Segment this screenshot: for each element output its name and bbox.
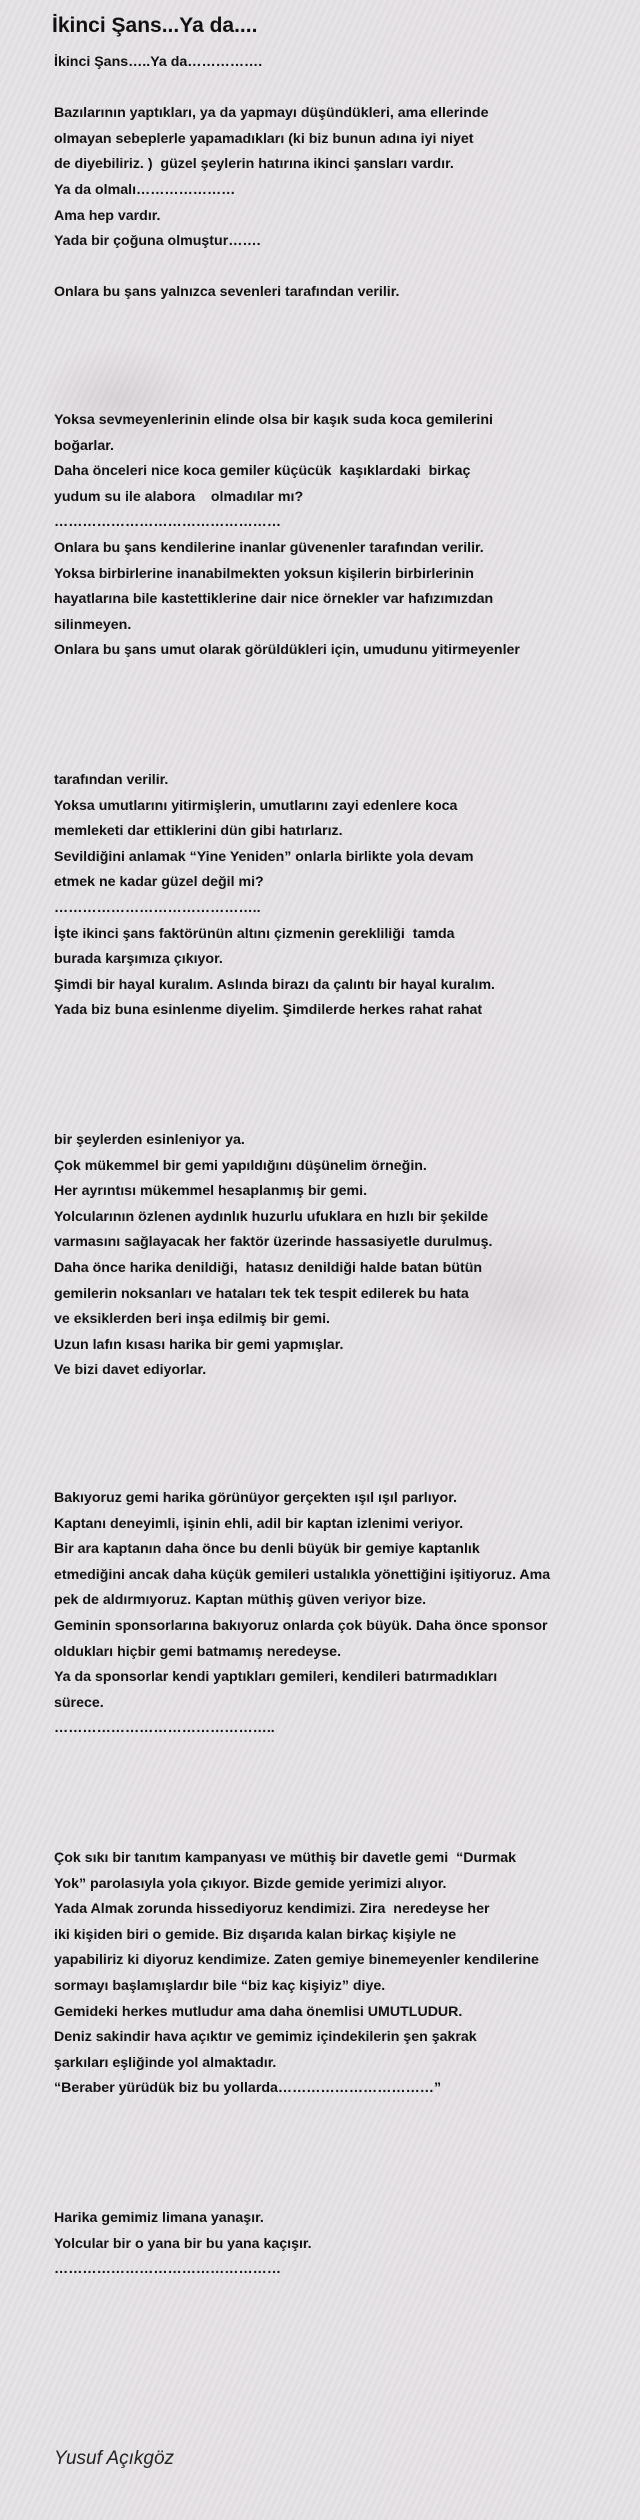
author-name: Yusuf Açıkgöz (54, 2448, 175, 2469)
poem-line: Çok mükemmel bir gemi yapıldığını düşünelim örneğin. (54, 1157, 427, 1174)
poem-stanza-2 (54, 408, 624, 664)
poem-line: ……………………………………….. (54, 1720, 275, 1737)
poem-stanza-4 (54, 1128, 624, 1384)
poem-line: tarafından verilir. (54, 772, 169, 788)
poem-line: Yoksa umutlarını yitirmişlerin, umutlarını zayi edenlere koca (54, 797, 458, 814)
poem-line: Ya da olmalı………………… (54, 181, 236, 198)
poem-line: etmediğini ancak daha küçük gemileri ustalıkla yönettiğini işitiyoruz. Ama (54, 1566, 551, 1583)
poem-line: burada karşımıza çıkıyor. (54, 951, 223, 968)
poem-line: hayatlarına bile kastettiklerine dair nice örnekler var hafızımızdan (54, 591, 494, 608)
poem-line: silinmeyen. (54, 616, 132, 633)
poem-stanza-5 (54, 1486, 624, 1742)
poem-line: …………………………………….. (54, 899, 261, 916)
poem-line: Onlara bu şans yalnızca sevenleri tarafından verilir. (54, 284, 400, 301)
poem-line (54, 255, 624, 281)
poem-line: Daha önce harika denildiği, hatasız denildiği halde batan bütün (54, 1259, 483, 1276)
poem-line: İşte ikinci şans faktörünün altını çizmenin gerekliliği tamda (54, 925, 455, 942)
poem-line: Harika gemimiz limana yanaşır. (54, 2210, 264, 2226)
poem-line: Yolcular bir o yana bir bu yana kaçışır. (54, 2235, 312, 2252)
poem-line: Ama hep vardır. (54, 207, 161, 224)
poem-line: varmasını sağlayacak her faktör üzerinde hassasiyetle durulmuş. (54, 1234, 493, 1251)
poem-line: memleketi dar ettiklerini dün gibi hatırlarız. (54, 823, 343, 840)
poem-line: Onlara bu şans kendilerine inanlar güvenenler tarafından verilir. (54, 539, 484, 556)
poem-line: Deniz sakindir hava açıktır ve gemimiz içindekilerin şen şakrak (54, 2029, 477, 2046)
poem-line: Çok sıkı bir tanıtım kampanyası ve müthiş bir davetle gemi “Durmak (54, 1850, 517, 1866)
poem-line: Yada bir çoğuna olmuştur……. (54, 233, 261, 250)
poem-line: Bakıyoruz gemi harika görünüyor gerçekten ışıl ışıl parlıyor. (54, 1490, 457, 1506)
poem-line: iki kişiden biri o gemide. Biz dışarıda kalan birkaç kişiyle ne (54, 1926, 457, 1943)
poem-stanza-6 (54, 1846, 624, 2102)
poem-title: İkinci Şans...Ya da.... (52, 14, 258, 37)
poem-line: ………………………………………… (54, 2261, 281, 2278)
poem-line: sormayı başlamışlardır bile “biz kaç kişiyiz” diye. (54, 1977, 386, 1994)
poem-line: Bazılarının yaptıkları, ya da yapmayı düşündükleri, ama ellerinde (54, 105, 489, 122)
poem-line: Yada Almak zorunda hissediyoruz kendimizi. Zira neredeyse her (54, 1901, 490, 1918)
poem-line: Her ayrıntısı mükemmel hesaplanmış bir gemi. (54, 1183, 368, 1200)
poem-line: Ya da sponsorlar kendi yaptıkları gemileri, kendileri batırmadıkları (54, 1669, 498, 1686)
poem-line: Sevildiğini anlamak “Yine Yeniden” onlarla birlikte yola devam (54, 848, 474, 865)
poem-stanza-7 (54, 2206, 624, 2283)
poem-line: şarkıları eşliğinde yol almaktadır. (54, 2054, 277, 2071)
poem-line: Yada biz buna esinlenme diyelim. Şimdilerde herkes rahat rahat (54, 1002, 483, 1019)
poem-line: Uzun lafın kısası harika bir gemi yapmışlar. (54, 1336, 344, 1353)
poem-stanza-1 (54, 50, 624, 306)
poem-line: Yoksa birbirlerine inanabilmekten yoksun kişilerin birbirlerinin (54, 565, 474, 582)
poem-line: Bir ara kaptanın daha önce bu denli büyük bir gemiye kaptanlık (54, 1541, 480, 1558)
poem-line: oldukları hiçbir gemi batmamış neredeyse. (54, 1643, 342, 1660)
poem-line: de diyebiliriz. ) güzel şeylerin hatırına ikinci şansları vardır. (54, 156, 454, 173)
poem-line: Yoksa sevmeyenlerinin elinde olsa bir kaşık suda koca gemilerini (54, 412, 493, 428)
poem-line: Ve bizi davet ediyorlar. (54, 1362, 207, 1379)
poem-line: sürece. (54, 1694, 104, 1711)
poem-line: Yolcularının özlenen aydınlık huzurlu ufuklara en hızlı bir şekilde (54, 1208, 489, 1225)
poem-line: yapabiliriz ki diyoruz kendimize. Zaten gemiye binemeyenler kendilerine (54, 1952, 539, 1969)
poem-line: etmek ne kadar güzel değil mi? (54, 874, 264, 891)
poem-line: bir şeylerden esinleniyor ya. (54, 1132, 245, 1148)
poem-line: Daha önceleri nice koca gemiler küçücük kaşıklardaki birkaç (54, 463, 471, 480)
poem-line: boğarlar. (54, 437, 114, 454)
poem-line: Onlara bu şans umut olarak görüldükleri için, umudunu yitirmeyenler (54, 642, 520, 659)
poem-line: yudum su ile alabora olmadılar mı? (54, 488, 304, 505)
poem-line (54, 76, 624, 102)
poem-line: Şimdi bir hayal kuralım. Aslında birazı da çalıntı bir hayal kuralım. (54, 976, 496, 993)
poem-line: Gemideki herkes mutludur ama daha önemlisi UMUTLUDUR. (54, 2003, 463, 2020)
poem-line: pek de aldırmıyoruz. Kaptan müthiş güven veriyor bize. (54, 1592, 427, 1609)
poem-line: ve eksiklerden beri inşa edilmiş bir gemi. (54, 1311, 330, 1328)
poem-line: Geminin sponsorlarına bakıyoruz onlarda çok büyük. Daha önce sponsor (54, 1617, 548, 1634)
poem-line: ………………………………………… (54, 514, 281, 531)
poem-line: Yok” parolasıyla yola çıkıyor. Bizde gemide yerimizi alıyor. (54, 1875, 447, 1892)
poem-line: Kaptanı deneyimli, işinin ehli, adil bir kaptan izlenimi veriyor. (54, 1515, 464, 1532)
poem-line: İkinci Şans…..Ya da……………. (54, 54, 263, 70)
poem-stanza-3 (54, 768, 624, 1024)
poem-line: “Beraber yürüdük biz bu yollarda……………………………” (54, 2080, 442, 2097)
poem-line: olmayan sebeplerle yapamadıkları (ki biz bunun adına iyi niyet (54, 130, 474, 147)
poem-line: gemilerin noksanları ve hataları tek tek tespit edilerek bu hata (54, 1285, 469, 1302)
